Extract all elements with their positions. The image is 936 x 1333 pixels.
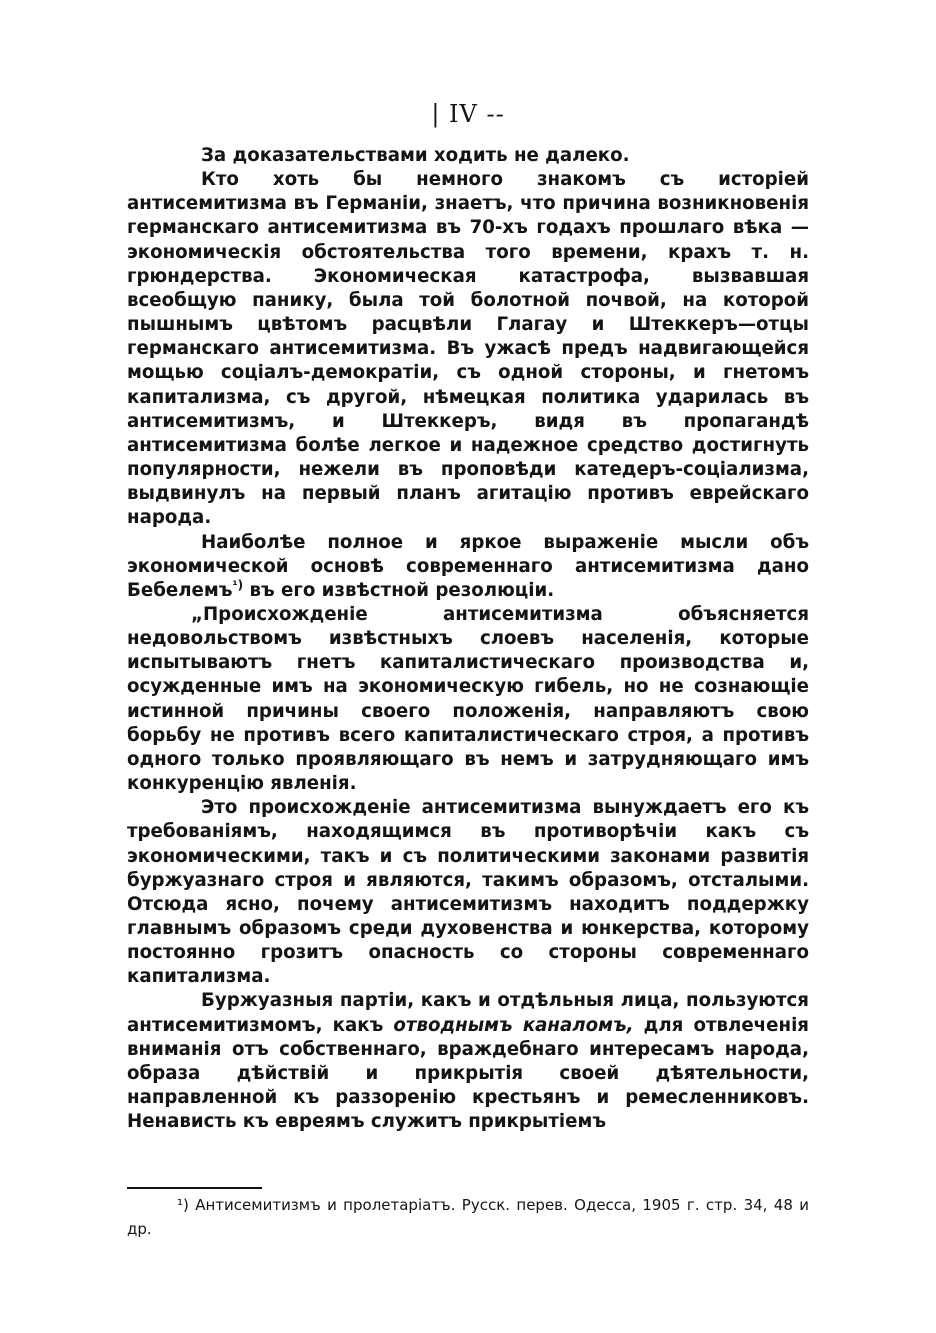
paragraph-2: Кто хоть бы немного знакомъ съ исторіей антисемитизма въ Германіи, знаетъ, что причина возникновенія германскаго антисемитизма въ 70-хъ годахъ прошлаго вѣка —экономическія обстоятельства того времени, крахъ т. н. грюндерства. Экономическая катастрофа, вызвавшая всеобщую панику, была той болотной почвой, на которой пышнымъ цвѣтомъ расцвѣли Глагау и Штеккеръ—отцы германскаго антисемитизма. Въ ужасѣ предъ надвигающейся мощью соціалъ-демократіи, съ одной стороны, и гнетомъ капитализма, съ другой, нѣмецкая политика ударилась въ антисемитизмъ, и Штеккеръ, видя въ пропагандѣ антисемитизма болѣе легкое и надежное средство достигнуть популярности, нежели въ проповѣди катедеръ-соціализма, выдвинулъ на первый планъ агитацію противъ еврейскаго народа. [127,169,809,529]
paragraph-1: За доказательствами ходить не далеко. [201,145,630,166]
footnote [127,1193,809,1241]
paragraph-6-text: Буржуазныя партіи, какъ и отдѣльныя лица, пользуются антисемитизмомъ, какъ [127,990,809,1036]
paragraph-6-text-end: для отвлеченія вниманія отъ собственнаго, враждебнаго интересамъ народа, образа дѣйствій и прикрытія своей дѣятельности, направленной къ раззоренію крестьянъ и ремесленниковъ. Ненависть къ евреямъ служитъ прикрытіемъ [127,1014,809,1133]
footnote-reference: ¹) [232,577,244,592]
page-number: | IV -- [431,100,505,128]
footnote-text: ¹) Антисемитизмъ и пролетаріатъ. Русск. перев. Одесса, 1905 г. стр. 34, 48 и др. [127,1196,809,1238]
quotation-paragraph: „Происхожденіе антисемитизма объясняется недовольствомъ извѣстныхъ слоевъ населенія, которые испытываютъ гнетъ капиталистическаго производства и, осужденные имъ на экономическую гибель, но не сознающіе истинной причины своего положенія, направляютъ свою борьбу не противъ всего капиталистическаго строя, а противъ одного только проявляющаго въ немъ и затрудняющаго имъ конкуренцію явленія. [127,603,809,795]
footnote-divider [127,1187,262,1189]
paragraph-3-text-end: въ его извѣстной резолюціи. [243,579,555,601]
paragraph-6 [127,989,809,1134]
paragraph-3-text: Наиболѣе полное и яркое выраженіе мысли объ экономической основѣ современнаго антисемитизма дано Бебелемъ [127,531,809,601]
italic-phrase: отводнымъ каналомъ, [393,1014,634,1036]
paragraph-5: Это происхожденіе антисемитизма вынуждаетъ его къ требованіямъ, находящимся въ противорѣчіи какъ съ экономическими, такъ и съ политическими законами развитія буржуазнаго строя и являются, такимъ образомъ, отсталыми. Отсюда ясно, почему антисемитизмъ находитъ поддержку главнымъ образомъ среди духовенства и юнкерства, которому постоянно грозитъ опасность со стороны современнаго капитализма. [127,797,809,988]
body-text [127,144,809,1134]
paragraph-3 [127,531,809,603]
